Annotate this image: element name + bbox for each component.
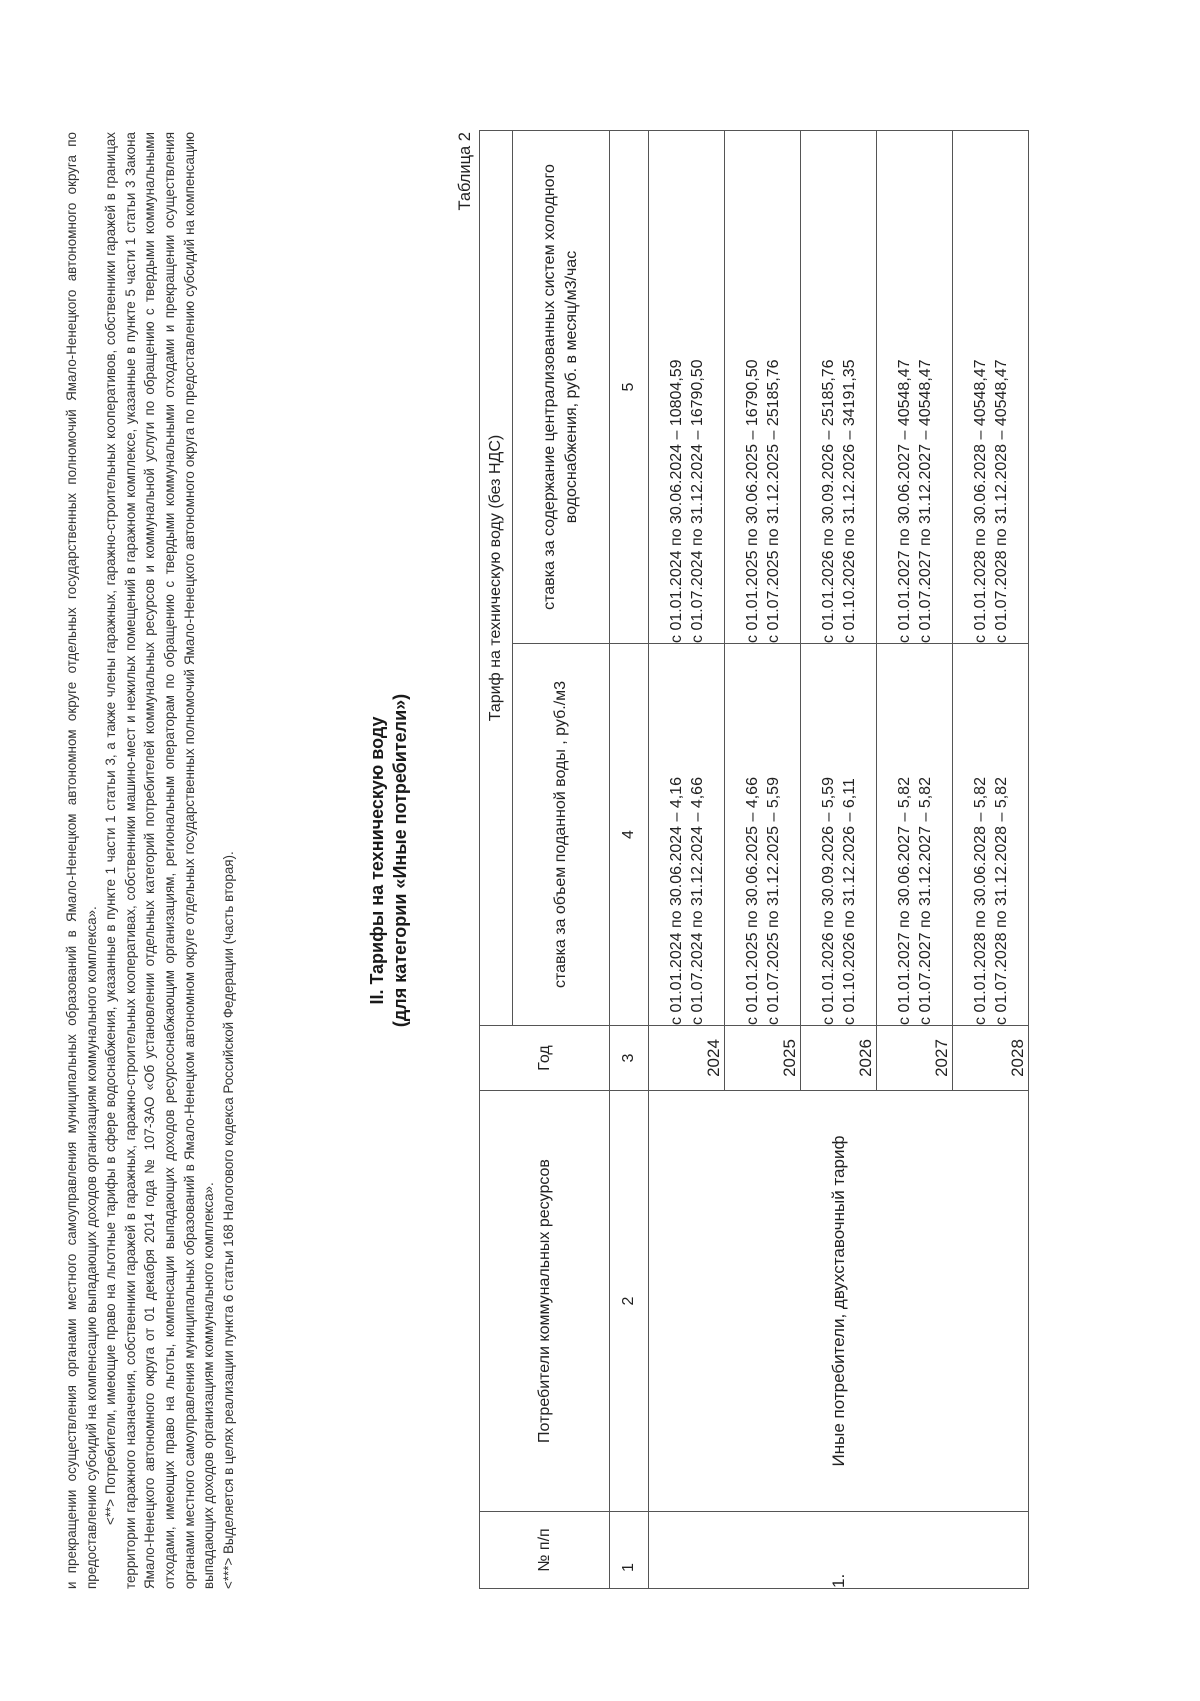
footnote-double-star: <**> Потребители, имеющие право на льготные тарифы в сфере водоснабжения, указанные в пункте 1 части 1 статьи 3, а также члены гаражных, гаражно-строительных кооперативов, собственники гаражей в границах территории гаражного назначения, собственники гаражей в гаражных, гаражно-строительных кооперативах, собственники машино-мест и нежилых помещений в гаражном комплексе, указанные в пункте 5 части 1 статьи 3 Закона Ямало-Ненецкого автономного округа от 01 декабря 2014 года № 107-ЗАО «Об установлении отдельных категорий потребителей коммунальных ресурсов и коммунальной услуги по обращению с твердыми коммунальными отходами, имеющих право на льготы, компенсации выпадающих доходов ресурсоснабжающим организациям, региональным операторам по обращению с твердыми коммунальными отходами и прекращении осуществления органами местного самоуправления муниципальных образований в Ямало-Ненецком автономном округе отдельных государственных полномочий Ямало-Ненецкого автономного округа по предоставлению субсидий на компенсацию выпадающих доходов организациям коммунального комплекса».: [103, 132, 217, 1589]
maintenance-rate-period: с 01.07.2025 по 31.12.2025 – 25185,76: [764, 359, 782, 643]
column-number: 1: [610, 1512, 649, 1589]
column-number: 5: [610, 131, 649, 644]
column-number: 3: [610, 1026, 649, 1091]
volume-rate-cell: [877, 644, 953, 1026]
volume-rate-cell: [953, 644, 1029, 1026]
table-label: Таблица 2: [456, 132, 475, 211]
column-number: 4: [610, 644, 649, 1026]
table-row: [649, 131, 725, 1589]
section-title-line-2: (для категории «Иные потребители»): [390, 693, 411, 1028]
footnote-continuation: и прекращении осуществления органами местного самоуправления муниципальных образований в Ямало-Ненецком автономном округе отдельных государственных полномочий Ямало-Ненецкого автономного округа по предоставлению субсидий на компенсацию выпадающих доходов организациям коммунального комплекса».: [64, 132, 99, 1589]
year-cell: 2026: [801, 1026, 877, 1091]
volume-rate-period: с 01.01.2026 по 30.09.2026 – 5,59: [819, 777, 837, 1025]
volume-rate-period: с 01.01.2025 по 30.06.2025 – 4,66: [743, 777, 761, 1025]
maintenance-rate-period: с 01.07.2028 по 31.12.2028 – 40548,47: [992, 359, 1010, 643]
tariff-table: [479, 130, 1029, 1589]
maintenance-rate-period: с 01.01.2025 по 30.06.2025 – 16790,50: [743, 359, 761, 643]
header-num: № п/п: [480, 1512, 610, 1589]
section-title: [366, 132, 412, 1589]
volume-rate-period: с 01.07.2027 по 31.12.2027 – 5,82: [916, 777, 934, 1025]
footnotes: [62, 132, 238, 1589]
volume-rate-period: с 01.07.2025 по 31.12.2025 – 5,59: [764, 777, 782, 1025]
volume-rate-cell: [725, 644, 801, 1026]
row-index: 1.: [649, 1512, 1029, 1589]
maintenance-rate-period: с 01.01.2024 по 30.06.2024 – 10804,59: [667, 359, 685, 643]
header-volume-rate: ставка за объем поданной воды , руб./м3: [513, 644, 610, 1026]
header-consumer: Потребители коммунальных ресурсов: [480, 1091, 610, 1512]
volume-rate-period: с 01.07.2028 по 31.12.2028 – 5,82: [992, 777, 1010, 1025]
volume-rate-period: с 01.01.2024 по 30.06.2024 – 4,16: [667, 777, 685, 1025]
maintenance-rate-cell: [953, 131, 1029, 644]
volume-rate-period: с 01.01.2028 по 30.06.2028 – 5,82: [971, 777, 989, 1025]
maintenance-rate-period: с 01.01.2027 по 30.06.2027 – 40548,47: [895, 359, 913, 643]
maintenance-rate-period: с 01.01.2028 по 30.06.2028 – 40548,47: [971, 359, 989, 643]
year-cell: 2028: [953, 1026, 1029, 1091]
maintenance-rate-period: с 01.01.2026 по 30.09.2026 – 25185,76: [819, 359, 837, 643]
header-year: Год: [480, 1026, 610, 1091]
year-cell: 2027: [877, 1026, 953, 1091]
section-title-line-1: II. Тарифы на техническую воду: [367, 716, 388, 1005]
volume-rate-period: с 01.07.2024 по 31.12.2024 – 4,66: [688, 777, 706, 1025]
column-number: 2: [610, 1091, 649, 1512]
footnote-triple-star: <***> Выделяется в целях реализации пункта 6 статьи 168 Налогового кодекса Российской Федерации (часть вторая).: [220, 851, 236, 1589]
maintenance-rate-period: с 01.10.2026 по 31.12.2026 – 34191,35: [840, 359, 858, 643]
maintenance-rate-period: с 01.07.2024 по 31.12.2024 – 16790,50: [688, 359, 706, 643]
header-tariff-group: Тариф на техническую воду (без НДС): [480, 131, 513, 1026]
maintenance-rate-cell: [877, 131, 953, 644]
header-maintenance-rate: ставка за содержание централизованных систем холодного водоснабжения, руб. в месяц/м3/час: [513, 131, 610, 644]
maintenance-rate-cell: [801, 131, 877, 644]
volume-rate-period: с 01.10.2026 по 31.12.2026 – 6,11: [840, 778, 858, 1025]
year-cell: 2024: [649, 1026, 725, 1091]
volume-rate-period: с 01.01.2027 по 30.06.2027 – 5,82: [895, 777, 913, 1025]
maintenance-rate-cell: [725, 131, 801, 644]
volume-rate-cell: [649, 644, 725, 1026]
volume-rate-cell: [801, 644, 877, 1026]
maintenance-rate-cell: [649, 131, 725, 644]
consumer-category: Иные потребители, двухставочный тариф: [649, 1091, 1029, 1512]
column-number-row: [610, 131, 649, 1589]
maintenance-rate-period: с 01.07.2027 по 31.12.2027 – 40548,47: [916, 359, 934, 643]
year-cell: 2025: [725, 1026, 801, 1091]
